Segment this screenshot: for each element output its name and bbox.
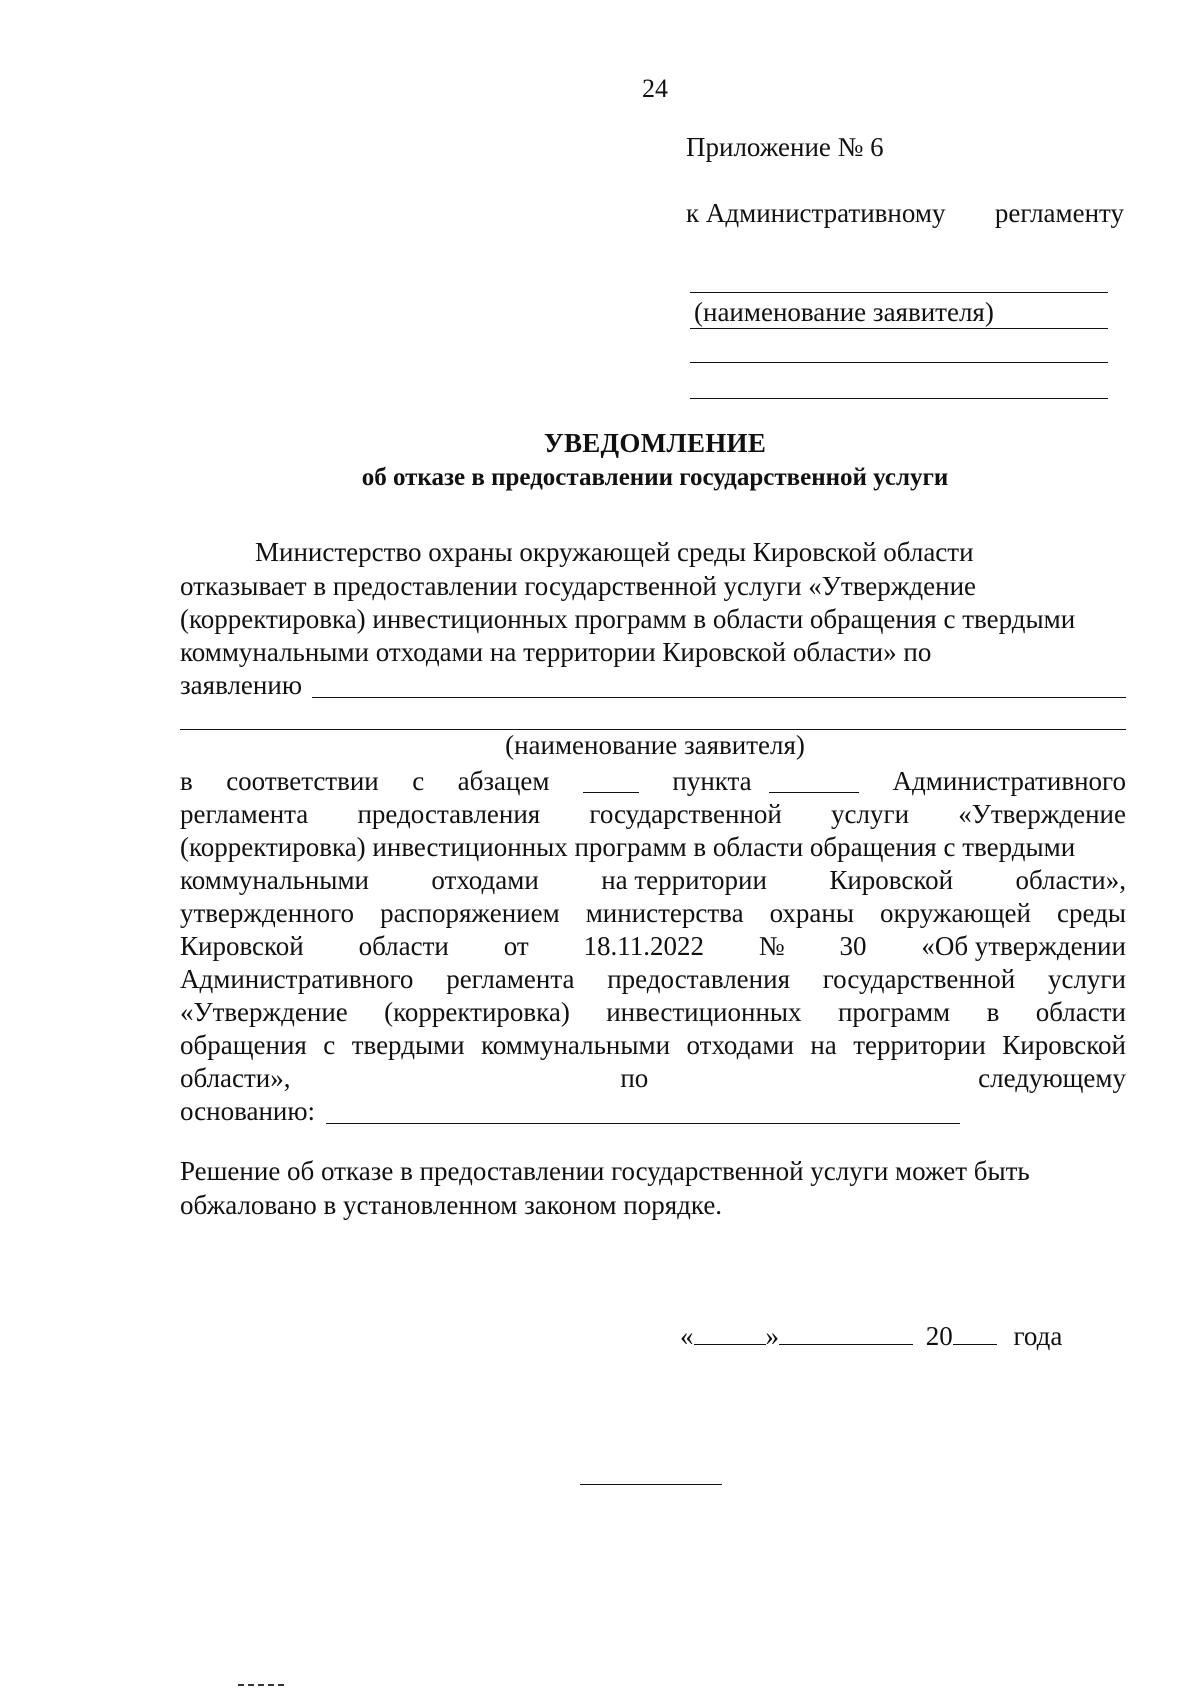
para2-line2	[180, 799, 1126, 830]
para2-line11: основанию:	[180, 1096, 316, 1126]
applicant-blank-2	[690, 362, 1108, 363]
word: регламента	[180, 799, 309, 829]
word: в	[986, 997, 1000, 1027]
word: №	[758, 931, 785, 961]
annex-to-word: к Административному	[686, 198, 946, 228]
basis-blank	[326, 1123, 960, 1124]
word: области»,	[1015, 865, 1126, 895]
word: услуги	[1047, 964, 1126, 994]
word: охраны	[769, 898, 854, 928]
word: на территории	[601, 865, 767, 895]
word: от	[503, 931, 529, 961]
annex-reference	[686, 198, 1124, 229]
word: «Об утверждении	[921, 931, 1126, 961]
applicant-caption-underline	[690, 328, 1108, 329]
word: обращения	[180, 1030, 307, 1060]
word: соответствии	[226, 766, 379, 796]
word: с	[412, 766, 425, 796]
day-blank	[694, 1320, 766, 1345]
word: предоставления	[607, 964, 790, 994]
closing-rule	[580, 1484, 722, 1485]
para1-line4: коммунальными отходами на территории Кировской области» по	[180, 637, 932, 667]
order-date: 18.11.2022	[583, 931, 705, 961]
applicant-blank-1	[690, 292, 1108, 293]
year-blank	[953, 1320, 997, 1345]
para1-line3: (корректировка) инвестиционных программ в области обращения с твердыми	[180, 604, 1076, 634]
para2-line1	[180, 766, 1126, 797]
word: отходами	[686, 1030, 794, 1060]
word: среды	[1056, 898, 1126, 928]
word: твердыми	[351, 1030, 465, 1060]
para1-line5: заявлению	[180, 670, 302, 700]
annex-to-word2: регламенту	[994, 198, 1124, 228]
word: Административного	[892, 766, 1126, 796]
month-blank	[779, 1320, 913, 1345]
application-blank	[312, 697, 1126, 698]
applicant-blank-3	[690, 398, 1108, 399]
order-number: 30	[839, 931, 867, 961]
appeal-line1: Решение об отказе в предоставлении государственной услуги может быть	[180, 1156, 1030, 1186]
para2-line3: (корректировка) инвестиционных программ в области обращения с твердыми	[180, 832, 1076, 862]
word: на	[810, 1030, 837, 1060]
word: отходами	[431, 865, 539, 895]
para2-line8	[180, 997, 1126, 1028]
page-number: 24	[642, 74, 668, 103]
word: коммунальными	[180, 865, 369, 895]
word: пункта	[672, 766, 752, 796]
date-century: 20	[925, 1321, 953, 1351]
word: (корректировка)	[384, 997, 570, 1027]
bottom-scan-mark	[238, 1684, 284, 1686]
word: утвержденного	[180, 898, 355, 928]
word: следующему	[978, 1063, 1126, 1093]
word: Кировской	[1002, 1030, 1126, 1060]
notice-subtitle: об отказе в предоставлении государственной услуги	[361, 464, 949, 491]
word: министерства	[585, 898, 744, 928]
word: Кировской	[829, 865, 954, 895]
date-close-quote: »	[765, 1321, 779, 1351]
word: предоставления	[357, 799, 541, 829]
word: регламента	[446, 964, 575, 994]
word: коммунальными	[481, 1030, 671, 1060]
word: государственной	[822, 964, 1016, 994]
date-year-word: года	[1013, 1321, 1063, 1351]
para2-line6	[180, 931, 1126, 962]
word: окружающей	[880, 898, 1031, 928]
word: Административного	[180, 964, 414, 994]
annex-title: Приложение № 6	[686, 132, 884, 162]
word: области	[1035, 997, 1126, 1027]
para2-line9	[180, 1030, 1126, 1061]
para2-line5	[180, 898, 1126, 929]
word: распоряжением	[380, 898, 560, 928]
word: услуги	[831, 799, 910, 829]
applicant-mid-caption: (наименование заявителя)	[505, 730, 805, 760]
word: инвестиционных	[606, 997, 802, 1027]
para2-line10	[180, 1063, 1126, 1094]
word: по	[620, 1063, 649, 1093]
word: государственной	[589, 799, 782, 829]
date-line	[680, 1320, 1062, 1352]
point-blank	[769, 766, 859, 793]
word: Кировской	[180, 931, 304, 961]
word: территории	[853, 1030, 986, 1060]
word: «Утверждение	[180, 997, 348, 1027]
appeal-line2: обжаловано в установленном законом порядке.	[180, 1190, 723, 1220]
notice-title: УВЕДОМЛЕНИЕ	[543, 428, 767, 458]
word: в	[180, 766, 193, 796]
para2-line7	[180, 964, 1126, 995]
word: с	[323, 1030, 336, 1060]
para1-line2: отказывает в предоставлении государственной услуги «Утверждение	[180, 571, 977, 601]
word: абзацем	[457, 766, 550, 796]
para2-line4	[180, 865, 1126, 896]
paragraph-blank	[583, 766, 639, 793]
word: области»,	[180, 1063, 291, 1093]
applicant-header-caption: (наименование заявителя)	[694, 297, 994, 327]
word: области	[358, 931, 449, 961]
word: программ	[837, 997, 951, 1027]
word: «Утверждение	[958, 799, 1126, 829]
para1-line1: Министерство охраны окружающей среды Кировской области	[255, 537, 974, 567]
date-open-quote: «	[680, 1321, 694, 1351]
